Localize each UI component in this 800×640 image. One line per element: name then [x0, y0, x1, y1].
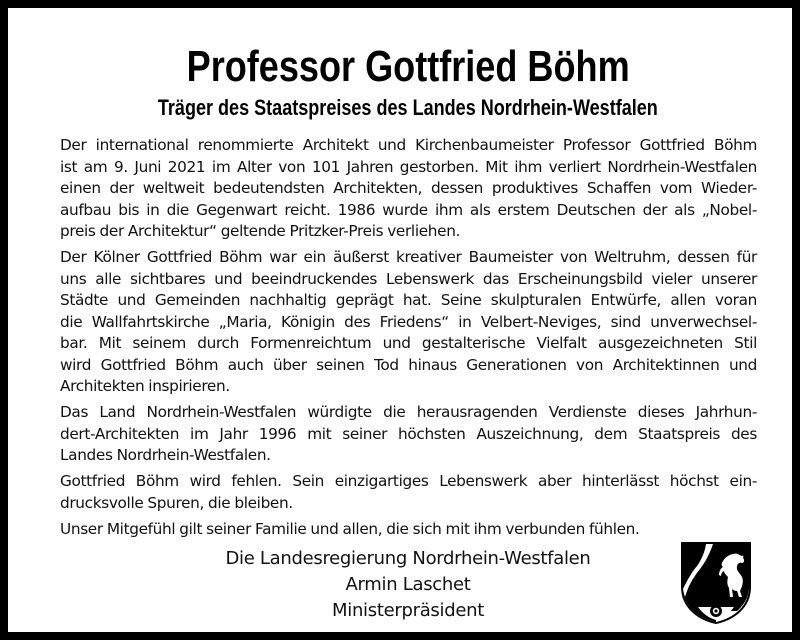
- paragraph-2: [60, 247, 757, 398]
- text-line: Das Land Nordrhein-Westfalen würdigte die herausragenden Verdienste dieses Jahrhun-: [60, 403, 757, 421]
- signature-name: Armin Laschet: [345, 574, 471, 595]
- text-line: wird Gottfried Böhm auch über seinen Tod hinaus Generationen von Architektinnen und: [60, 355, 757, 374]
- text-line: uns alle sichtbares und beeindruckendes Lebenswerk das Erscheinungsbild vieler unserer: [60, 269, 757, 288]
- text-line: bar. Mit seinem durch Formenreichtum und gestalterische Vielfalt ausgezeichneten Stil: [60, 334, 757, 352]
- title-text: Professor Gottfried Böhm: [186, 42, 630, 91]
- text-line: Der Kölner Gottfried Böhm war ein äußerst kreativer Baumeister von Weltruhm, dessen für: [60, 248, 757, 266]
- signature-block: [148, 546, 668, 624]
- text-line: aufbau bis in die Gegenwart reicht. 1986 wurde ihm als erstem Deutschen der als „Nobel-: [60, 200, 757, 219]
- paragraph-1: [60, 135, 757, 243]
- text-line: dert-Architekten im Jahr 1996 mit seiner höchsten Auszeichnung, dem Staatspreis des: [60, 424, 757, 443]
- subtitle-text: Träger des Staatspreises des Landes Nordrhein-Westfalen: [158, 95, 658, 120]
- notice-title: [8, 42, 800, 92]
- text-line: drucksvolle Spuren, die bleiben.: [60, 493, 293, 512]
- text-line: Gottfried Böhm wird fehlen. Sein einzigartiges Lebenswerk aber hinterlässt höchst ein-: [60, 472, 757, 490]
- notice-body: [60, 135, 757, 545]
- text-line: Landes Nordrhein-Westfalen.: [60, 446, 271, 464]
- text-line: Unser Mitgefühl gilt seiner Familie und allen, die sich mit ihm verbunden fühlen.: [60, 519, 640, 538]
- text-line: einen der weltweit bedeutendsten Architekten, dessen produktives Schaffen vom Wieder-: [60, 179, 757, 197]
- text-line: Städte und Gemeinden nachhaltig geprägt hat. Seine skulpturalen Entwürfe, allen voran: [60, 291, 757, 309]
- text-line: Der international renommierte Architekt und Kirchenbaumeister Professor Gottfried Böhm: [60, 136, 757, 154]
- paragraph-3: [60, 402, 757, 467]
- notice-subtitle: [8, 95, 800, 121]
- text-line: ist am 9. Juni 2021 im Alter von 101 Jahren gestorben. Mit ihm verliert Nordrhein-Westfalen: [60, 157, 757, 176]
- text-line: preis der Architektur“ geltende Pritzker-Preis verliehen.: [60, 222, 461, 240]
- paragraph-5: [60, 519, 757, 541]
- nrw-coat-of-arms-icon: [680, 541, 752, 625]
- text-line: Architekten inspirieren.: [60, 377, 230, 395]
- text-line: die Wallfahrtskirche „Maria, Königin des Friedens“ in Velbert-Neviges, sind unverwechsel-: [60, 312, 757, 331]
- paragraph-4: [60, 471, 757, 514]
- signature-role: Ministerpräsident: [332, 600, 484, 621]
- signature-organization: Die Landesregierung Nordrhein-Westfalen: [225, 548, 591, 569]
